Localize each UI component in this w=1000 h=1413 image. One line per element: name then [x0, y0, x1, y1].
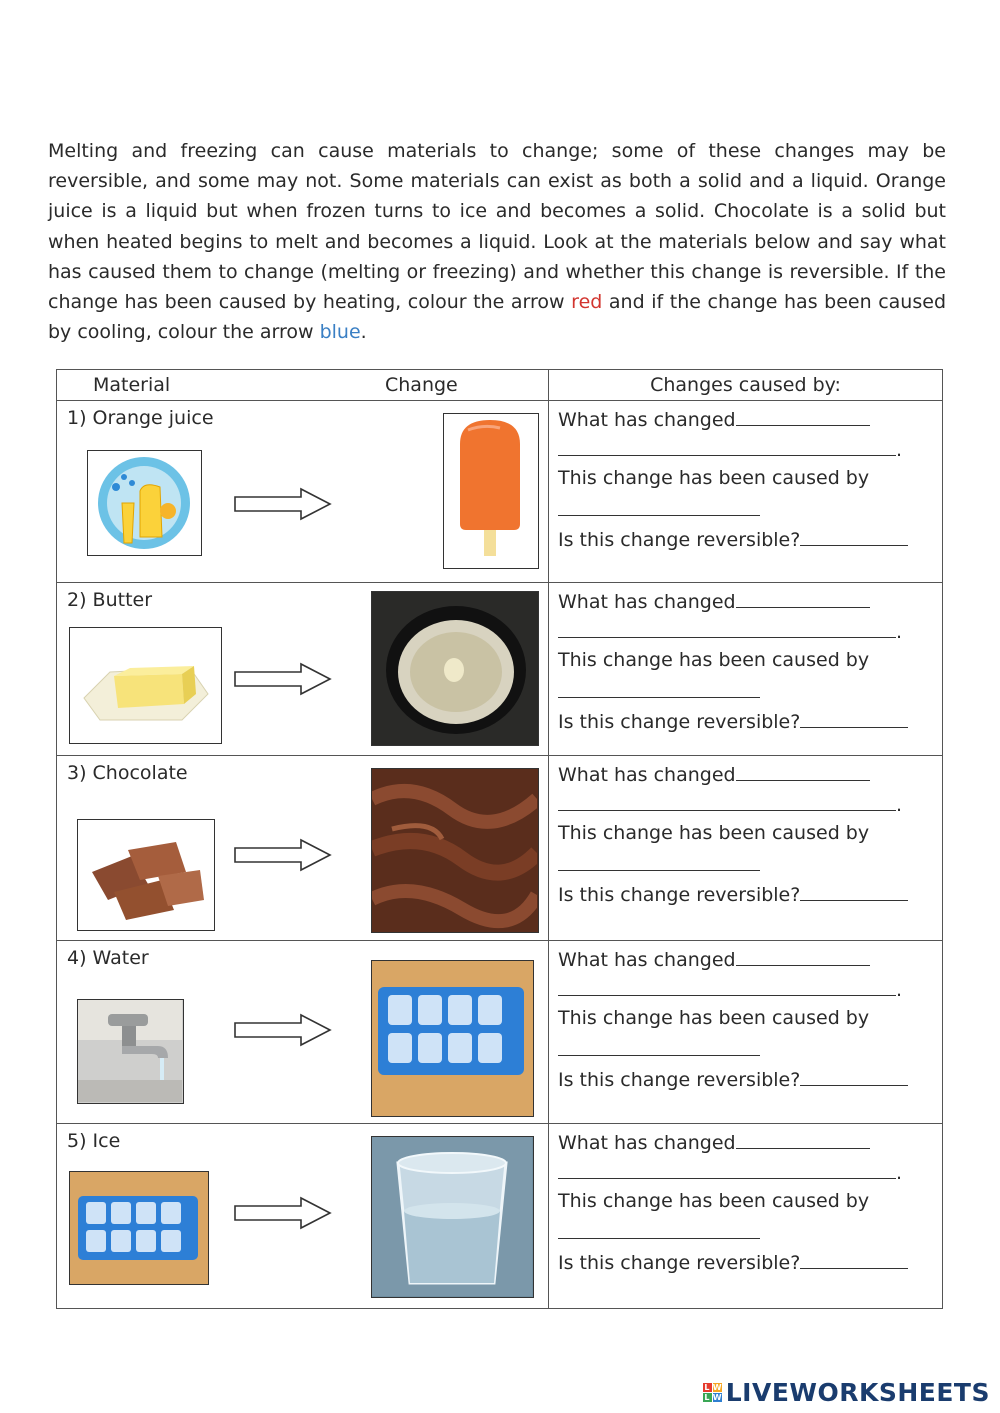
reversible-input[interactable]: [800, 882, 908, 901]
reversible-input[interactable]: [800, 709, 908, 728]
material-label: 1) Orange juice: [67, 407, 214, 429]
material-label: 3) Chocolate: [67, 762, 188, 784]
change-arrow-icon[interactable]: [233, 838, 333, 872]
what-changed-input[interactable]: [736, 1130, 870, 1149]
ice-lolly-image: [443, 413, 539, 569]
orange-juice-image: [87, 450, 202, 556]
answer-line: .: [558, 437, 902, 461]
what-changed-prompt: What has changed: [558, 947, 870, 971]
header-material: Material: [93, 374, 171, 396]
header-changes-caused-by: Changes caused by:: [650, 374, 841, 396]
reversible-prompt: Is this change reversible?: [558, 1250, 908, 1274]
chocolate-image: [77, 819, 215, 931]
caused-by-prompt: This change has been caused by: [558, 1007, 870, 1029]
reversible-input[interactable]: [800, 1250, 908, 1269]
material-label: 5) Ice: [67, 1130, 121, 1152]
blue-keyword: blue: [319, 321, 361, 344]
answer-line: .: [558, 792, 902, 816]
table-header-row: [57, 370, 943, 401]
caused-by-input[interactable]: [558, 679, 760, 703]
caused-by-prompt: This change has been caused by: [558, 649, 870, 671]
instructions-paragraph: Melting and freezing can cause materials to change; some of these changes may be reversible, and some may not. Some materials can exist as both a solid and a liquid. Orange juice is a liquid but when frozen turns to ice and becomes a solid. Chocolate is a solid but when heated begins to melt and becomes a liquid. Look at the materials below and say what has caused them to change (melting or freezing) and whether this change is reversible. If the change has been caused by heating, colour the arrow red and if the change has been caused by cooling, colour the arrow blue.: [48, 140, 947, 344]
what-changed-prompt: What has changed: [558, 762, 870, 786]
ice-cube-tray-image: [69, 1171, 209, 1285]
butter-image: [69, 627, 222, 744]
what-changed-prompt: What has changed: [558, 1130, 870, 1154]
glass-of-water-image: [371, 1136, 534, 1298]
answer-line: .: [558, 977, 902, 1001]
reversible-input[interactable]: [800, 1067, 908, 1086]
worksheet-table: [56, 369, 943, 1309]
liveworksheets-badge-icon: L W L W: [704, 1383, 723, 1402]
caused-by-prompt: This change has been caused by: [558, 1190, 870, 1212]
table-row: [57, 401, 943, 583]
reversible-input[interactable]: [800, 527, 908, 546]
caused-by-prompt: This change has been caused by: [558, 467, 870, 489]
liveworksheets-wordmark: LIVEWORKSHEETS: [725, 1378, 990, 1407]
reversible-prompt: Is this change reversible?: [558, 1067, 908, 1091]
material-label: 4) Water: [67, 947, 149, 969]
reversible-prompt: Is this change reversible?: [558, 882, 908, 906]
reversible-prompt: Is this change reversible?: [558, 709, 908, 733]
change-arrow-icon[interactable]: [233, 487, 333, 521]
caused-by-input[interactable]: [558, 1220, 760, 1244]
table-row: [57, 1124, 943, 1309]
what-changed-prompt: What has changed: [558, 407, 870, 431]
caused-by-input[interactable]: [558, 852, 760, 876]
change-arrow-icon[interactable]: [233, 662, 333, 696]
material-label: 2) Butter: [67, 589, 153, 611]
change-arrow-icon[interactable]: [233, 1013, 333, 1047]
what-changed-input[interactable]: [736, 762, 870, 781]
table-row: [57, 941, 943, 1124]
table-row: [57, 583, 943, 756]
answer-line: .: [558, 1160, 902, 1184]
what-changed-prompt: What has changed: [558, 589, 870, 613]
red-keyword: red: [571, 291, 603, 314]
tap-image: [77, 999, 184, 1104]
answer-line: .: [558, 619, 902, 643]
reversible-prompt: Is this change reversible?: [558, 527, 908, 551]
melted-chocolate-image: [371, 768, 539, 933]
change-arrow-icon[interactable]: [233, 1196, 333, 1230]
what-changed-input[interactable]: [736, 407, 870, 426]
what-changed-input[interactable]: [736, 589, 870, 608]
caused-by-prompt: This change has been caused by: [558, 822, 870, 844]
liveworksheets-logo[interactable]: [703, 1378, 990, 1407]
melted-butter-image: [371, 591, 539, 746]
table-row: [57, 756, 943, 941]
caused-by-input[interactable]: [558, 497, 760, 521]
caused-by-input[interactable]: [558, 1037, 760, 1061]
what-changed-input[interactable]: [736, 947, 870, 966]
header-change: Change: [385, 374, 458, 396]
ice-tray-image: [371, 960, 534, 1117]
